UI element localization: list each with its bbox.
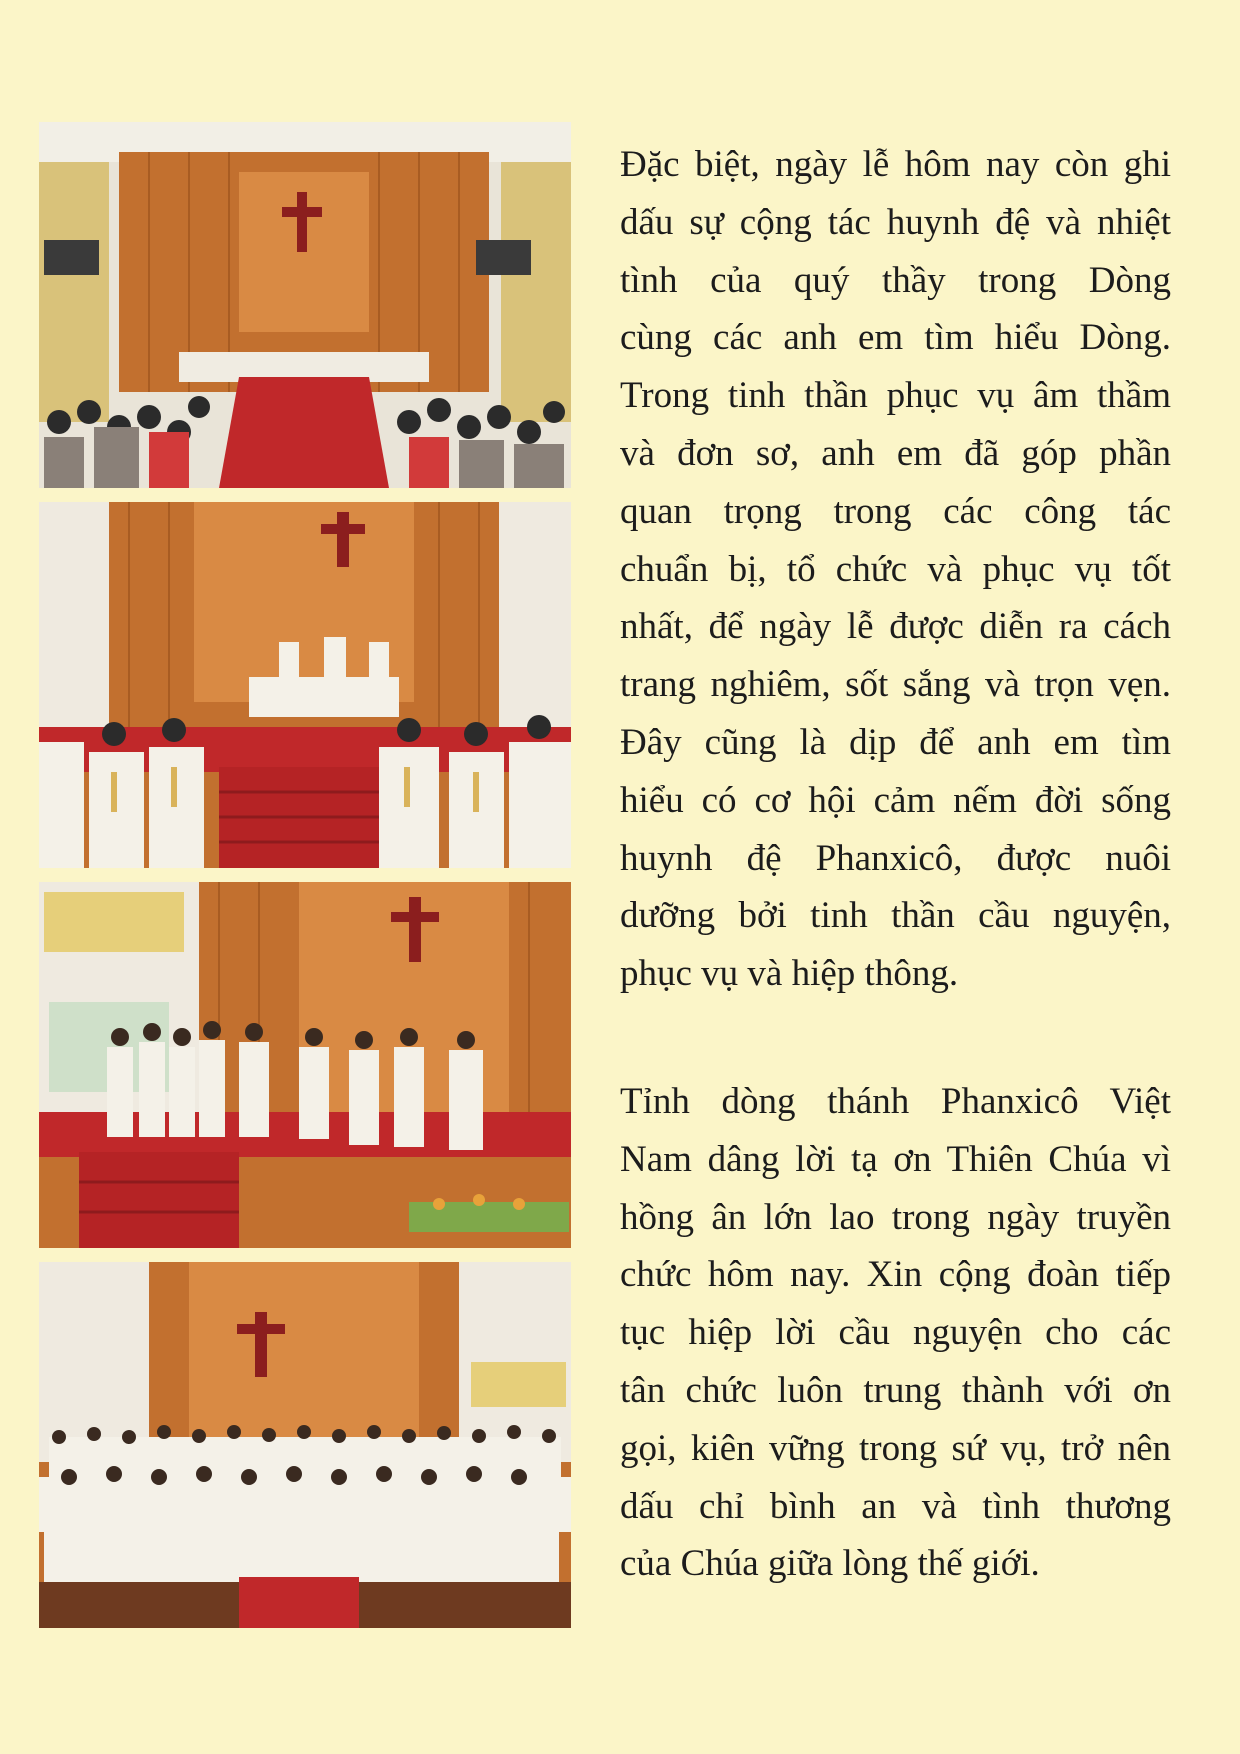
text-line: Đặc biệt, ngày lễ hôm nay còn ghi (620, 144, 1171, 185)
photo-clergy-group (39, 1262, 571, 1628)
text-line: Nam dâng lời tạ ơn Thiên Chúa vì (620, 1138, 1171, 1180)
text-line: của Chúa giữa lòng thế giới. (620, 1543, 1040, 1585)
text-line: dấu chỉ bình an và tình thương (620, 1485, 1171, 1527)
text-line: nhất, để ngày lễ được diễn ra cách (620, 606, 1171, 648)
text-line: dưỡng bởi tinh thần cầu nguyện, (620, 895, 1171, 937)
photo-ordained-priests (39, 882, 571, 1248)
text-line: gọi, kiên vững trong sứ vụ, trở nên (620, 1427, 1171, 1469)
text-line: Trong tinh thần phục vụ âm thầm (620, 375, 1171, 417)
text-line: phục vụ và hiệp thông. (620, 953, 959, 995)
photo-church-congregation (39, 122, 571, 488)
text-line: trang nghiêm, sốt sắng và trọn vẹn. (620, 664, 1171, 706)
text-line: tình của quý thầy trong Dòng (620, 259, 1171, 301)
text-line: và đơn sơ, anh em đã góp phần (620, 432, 1171, 474)
text-line: cùng các anh em tìm hiểu Dòng. (620, 317, 1171, 359)
text-line: tân chức luôn trung thành với ơn (620, 1369, 1171, 1411)
text-line: hồng ân lớn lao trong ngày truyền (620, 1196, 1171, 1238)
text-line: huynh đệ Phanxicô, được nuôi (620, 837, 1171, 879)
text-line: Đây cũng là dịp để anh em tìm (620, 721, 1171, 763)
photo-altar-celebration (39, 502, 571, 868)
paragraph-2 (620, 1073, 1171, 1593)
paragraph-1 (620, 136, 1171, 1003)
text-line: chuẩn bị, tổ chức và phục vụ tốt (620, 548, 1171, 590)
text-line: tục hiệp lời cầu nguyện cho các (620, 1312, 1171, 1354)
text-line: hiểu có cơ hội cảm nếm đời sống (620, 779, 1171, 821)
text-line: chức hôm nay. Xin cộng đoàn tiếp (620, 1254, 1171, 1296)
text-line: quan trọng trong các công tác (620, 490, 1171, 532)
text-line: dấu sự cộng tác huynh đệ và nhiệt (620, 201, 1171, 243)
text-line: Tỉnh dòng thánh Phanxicô Việt (620, 1081, 1171, 1122)
